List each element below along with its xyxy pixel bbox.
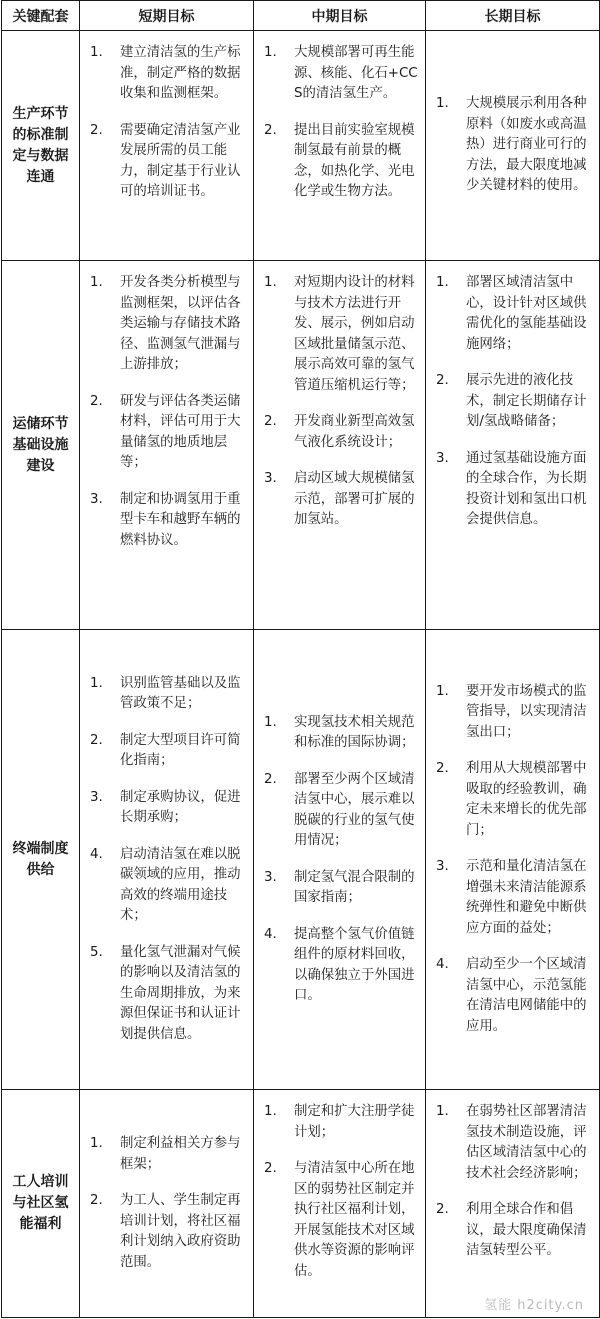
list-item: 2. 需要确定清洁氢产业发展所需的员工能力，制定基于行业认可的培训证书。 (90, 122, 241, 199)
list-item: 1. 部署区域清洁氢中心，设计针对区域供需优化的氢能基础设施网络； (436, 275, 587, 352)
list-item: 4. 启动清洁氢在难以脱碳领域的应用，推动高效的终端用途技术； (90, 846, 241, 924)
list-item: 4. 启动至少一个区域清洁氢中心，示范氢能在清洁电网储能中的应用。 (436, 957, 587, 1034)
header-long-term: 长期目标 (426, 1, 600, 31)
table-row (2, 31, 600, 261)
header-row (2, 1, 600, 31)
mid-term-cell (254, 630, 426, 1090)
long-term-cell (426, 1090, 600, 1318)
category-transport-storage: 运储环节基础设施建设 (2, 261, 80, 630)
list-item: 3. 制定承购协议，促进长期承购； (90, 789, 241, 826)
list-item: 1. 建立清洁氢的生产标准，制定严格的数据收集和监测框架。 (90, 45, 241, 101)
list-item: 2. 研发与评估各类运储材料，评估可用于大量储氢的地质地层等； (90, 393, 241, 470)
list-item: 3. 制定和协调氢用于重型卡车和越野车辆的燃料协议。 (90, 491, 241, 548)
short-term-cell (80, 630, 254, 1090)
list-item: 3. 通过氢基础设施方面的全球合作，为长期投资计划和氢出口机会提供信息。 (436, 450, 587, 527)
short-term-cell (80, 1090, 254, 1318)
list-item: 3. 示范和量化清洁氢在增强未来清洁能源系统弹性和避免中断供应方面的益处； (436, 859, 587, 936)
list-item: 2. 开发商业新型高效氢气液化系统设计； (264, 414, 415, 450)
list-item: 2. 与清洁氢中心所在地区的弱势社区制定并执行社区福利计划，开展氢能技术对区域供水等资源的影响评估。 (264, 1161, 415, 1279)
mid-term-cell (254, 261, 426, 630)
long-term-cell (426, 630, 600, 1090)
header-key-support: 关键配套 (2, 1, 80, 31)
list-item: 1. 大规模部署可再生能源、核能、化石+CCS的清洁氢生产。 (264, 45, 418, 101)
list-item: 2. 部署至少两个区域清洁氢中心，展示难以脱碳的行业的氢气使用情况； (264, 771, 415, 848)
list-item: 1. 在弱势社区部署清洁氢技术制造设施，评估区域清洁氢中心的技术社会经济影响； (436, 1104, 587, 1181)
list-item: 3. 制定氢气混合限制的国家指南； (264, 869, 415, 905)
list-item: 1. 实现氢技术相关规范和标准的国际协调； (264, 714, 415, 750)
list-item: 2. 利用从大规模部署中吸取的经验教训，确定未来增长的优先部门； (436, 761, 587, 838)
list-item: 1. 开发各类分析模型与监测框架，以评估各类运输与存储技术路径、监测氢气泄漏与上游排放； (90, 275, 241, 372)
table-row (2, 261, 600, 630)
hydrogen-plan-table (1, 0, 600, 1318)
list-item: 1. 制定利益相关方参与框架； (90, 1136, 241, 1172)
list-item: 2. 提出目前实验室规模制氢最有前景的概念，如热化学、光电化学或生物方法。 (264, 122, 415, 199)
table-row (2, 630, 600, 1090)
category-production: 生产环节的标准制定与数据连通 (2, 31, 80, 261)
list-item: 1. 识别监管基础以及监管政策不足； (90, 675, 241, 712)
header-mid-term: 中期目标 (254, 1, 426, 31)
list-item: 3. 启动区域大规模储氢示范，部署可扩展的加氢站。 (264, 471, 415, 527)
site-watermark: 氢能 h2city.cn (484, 1298, 584, 1313)
list-item: 4. 提高整个氢气价值链组件的原材料回收，以确保独立于外国进口。 (264, 926, 415, 1003)
mid-term-cell (254, 1090, 426, 1318)
list-item: 2. 利用全球合作和倡议，最大限度确保清洁氢转型公平。 (436, 1202, 587, 1258)
list-item: 1. 大规模展示利用各种原料（如废水或高温热）进行商业可行的方法，最大限度地减少关键材料的使用。 (436, 96, 587, 194)
list-item: 1. 制定和扩大注册学徒计划； (264, 1104, 415, 1140)
category-workforce-community: 工人培训与社区氢能福利 (2, 1090, 80, 1318)
mid-term-cell (254, 31, 426, 261)
long-term-cell (426, 261, 600, 630)
category-end-use-policy: 终端制度供给 (2, 630, 80, 1090)
list-item: 5. 量化氢气泄漏对气候的影响以及清洁氢的生命周期排放，为来源但保证书和认证计划提供信息。 (90, 944, 241, 1042)
list-item: 2. 展示先进的液化技术，制定长期储存计划/氢战略储备； (436, 373, 587, 429)
header-short-term: 短期目标 (80, 1, 254, 31)
list-item: 1. 对短期内设计的材料与技术方法进行开发、展示，例如启动区域批量储氢示范、展示高效可靠的氢气管道压缩机运行等； (264, 275, 415, 393)
list-item: 2. 制定大型项目许可简化指南； (90, 732, 241, 769)
short-term-cell (80, 31, 254, 261)
long-term-cell (426, 31, 600, 261)
table-row (2, 1090, 600, 1318)
list-item: 2. 为工人、学生制定再培训计划，将社区福利计划纳入政府资助范围。 (90, 1193, 241, 1270)
list-item: 1. 要开发市场模式的监管指导，以实现清洁氢出口； (436, 683, 587, 740)
short-term-cell (80, 261, 254, 630)
